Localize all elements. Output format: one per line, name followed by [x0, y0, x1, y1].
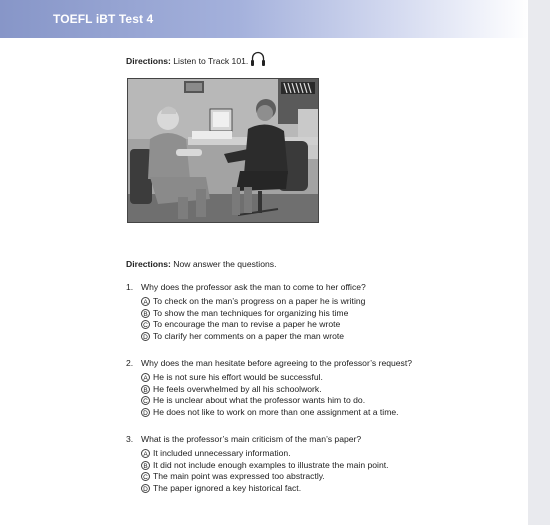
option-text: He is unclear about what the professor wants him to do.	[153, 395, 366, 405]
option-letter-circle[interactable]: A	[141, 373, 150, 382]
option-letter-circle[interactable]: A	[141, 297, 150, 306]
option-letter-circle[interactable]: C	[141, 396, 150, 405]
option-text: He is not sure his effort would be successful.	[153, 372, 323, 382]
question-number: 1.	[126, 282, 134, 292]
option-d[interactable]	[141, 331, 506, 343]
option-c[interactable]	[141, 319, 506, 331]
option-d[interactable]	[141, 483, 506, 495]
option-letter-circle[interactable]: B	[141, 461, 150, 470]
directions-label: Directions:	[126, 259, 171, 269]
option-text: He does not like to work on more than one assignment at a time.	[153, 406, 399, 417]
test-title: TOEFL iBT Test 4	[53, 12, 154, 26]
option-text: To encourage the man to revise a paper he wrote	[153, 319, 341, 329]
option-text: He feels overwhelmed by all his schoolwork.	[153, 383, 322, 394]
option-b[interactable]	[141, 460, 506, 472]
option-letter-circle[interactable]: A	[141, 449, 150, 458]
option-letter-circle[interactable]: B	[141, 385, 150, 394]
question-text: What is the professor’s main criticism of the man’s paper?	[141, 434, 362, 444]
option-letter-circle[interactable]: D	[141, 332, 150, 341]
question-1	[126, 282, 506, 342]
option-a[interactable]	[141, 296, 506, 308]
question-2	[126, 358, 506, 418]
option-letter-circle[interactable]: C	[141, 472, 150, 481]
option-letter-circle[interactable]: C	[141, 320, 150, 329]
question-3	[126, 434, 506, 494]
directions-label: Directions:	[126, 56, 171, 66]
header-band	[0, 0, 528, 38]
option-d[interactable]	[141, 407, 506, 419]
option-text: It did not include enough examples to illustrate the main point.	[153, 459, 389, 470]
listen-directions	[126, 56, 248, 66]
option-b[interactable]	[141, 384, 506, 396]
classroom-photo	[127, 78, 319, 223]
answer-directions	[126, 259, 276, 269]
option-letter-circle[interactable]: D	[141, 484, 150, 493]
option-text: To clarify her comments on a paper the man wrote	[153, 330, 345, 341]
option-text: The paper ignored a key historical fact.	[153, 482, 302, 493]
option-c[interactable]	[141, 471, 506, 483]
headphones-icon	[250, 50, 266, 68]
option-text: It included unnecessary information.	[153, 448, 291, 458]
option-letter-circle[interactable]: D	[141, 408, 150, 417]
option-c[interactable]	[141, 395, 506, 407]
question-number: 2.	[126, 358, 134, 368]
option-text: The main point was expressed too abstractly.	[153, 471, 325, 481]
option-text: To check on the man’s progress on a paper he is writing	[153, 296, 366, 306]
option-a[interactable]	[141, 372, 506, 384]
option-text: To show the man techniques for organizing his time	[153, 307, 349, 318]
directions-text: Now answer the questions.	[170, 259, 277, 269]
option-b[interactable]	[141, 308, 506, 320]
question-text: Why does the man hesitate before agreeing to the professor’s request?	[141, 358, 413, 368]
directions-text: Listen to Track 101.	[170, 56, 249, 66]
option-a[interactable]	[141, 448, 506, 460]
question-number: 3.	[126, 434, 134, 444]
option-letter-circle[interactable]: B	[141, 309, 150, 318]
question-text: Why does the professor ask the man to come to her office?	[141, 282, 366, 292]
